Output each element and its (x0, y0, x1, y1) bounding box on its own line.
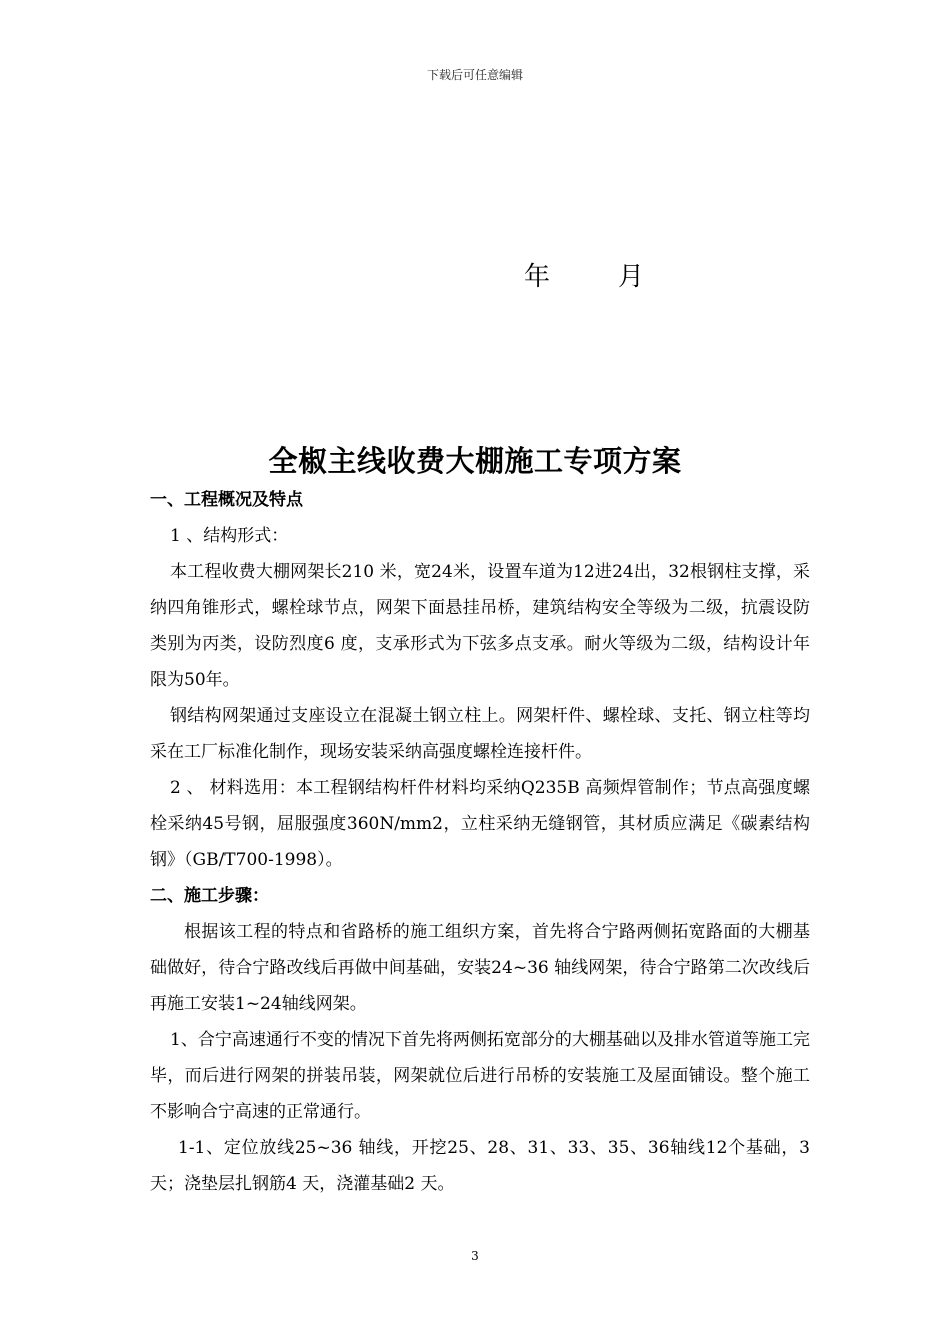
paragraph-step-1: 1、合宁高速通行不变的情况下首先将两侧拓宽部分的大棚基础以及排水管道等施工完毕，而后进行网架的拼装吊装，网架就位后进行吊桥的安装施工及屋面铺设。整个施工不影响合宁高速的正常通行。 (150, 1030, 810, 1122)
section-heading-steps: 二、施工步骤： (150, 886, 269, 906)
paragraph-plan: 根据该工程的特点和省路桥的施工组织方案，首先将合宁路两侧拓宽路面的大棚基础做好，待合宁路改线后再做中间基础，安装24~36 轴线网架，待合宁路第二次改线后再施工安装1~24轴线网架。 (150, 922, 810, 1014)
date-year: 年 (524, 262, 551, 292)
page-number: 3 (471, 1249, 479, 1263)
paragraph-structure: 本工程收费大棚网架长210 米，宽24米，设置车道为12进24出，32根钢柱支撑，采纳四角锥形式，螺栓球节点，网架下面悬挂吊桥，建筑结构安全等级为二级，抗震设防类别为丙类，设防烈度6 度，支承形式为下弦多点支承。耐火等级为二级，结构设计年限为50年。 (150, 562, 810, 690)
date-month: 月 (618, 262, 645, 292)
paragraph-step-1-1: 1-1、定位放线25~36 轴线，开挖25、28、31、33、35、36轴线12个基础，3 天；浇垫层扎钢筋4 天，浇灌基础2 天。 (150, 1138, 810, 1194)
date-line (524, 256, 644, 293)
paragraph-steel-frame: 钢结构网架通过支座设立在混凝土钢立柱上。网架杆件、螺栓球、支托、钢立柱等均采在工厂标准化制作，现场安装采纳高强度螺栓连接杆件。 (150, 706, 810, 762)
document-title: 全椒主线收费大棚施工专项方案 (268, 444, 682, 478)
paragraph-materials: 2 、 材料选用：本工程钢结构杆件材料均采纳Q235B 高频焊管制作；节点高强度螺栓采纳45号钢，屈服强度360N/mm2，立柱采纳无缝钢管，其材质应满足《碳素结构钢》（GB/T700-1998）。 (150, 778, 810, 870)
header-note: 下载后可任意编辑 (426, 68, 523, 82)
item-structure-label: 1 、结构形式： (170, 526, 289, 546)
section-heading-overview: 一、工程概况及特点 (150, 490, 303, 510)
document-body (150, 482, 810, 1202)
